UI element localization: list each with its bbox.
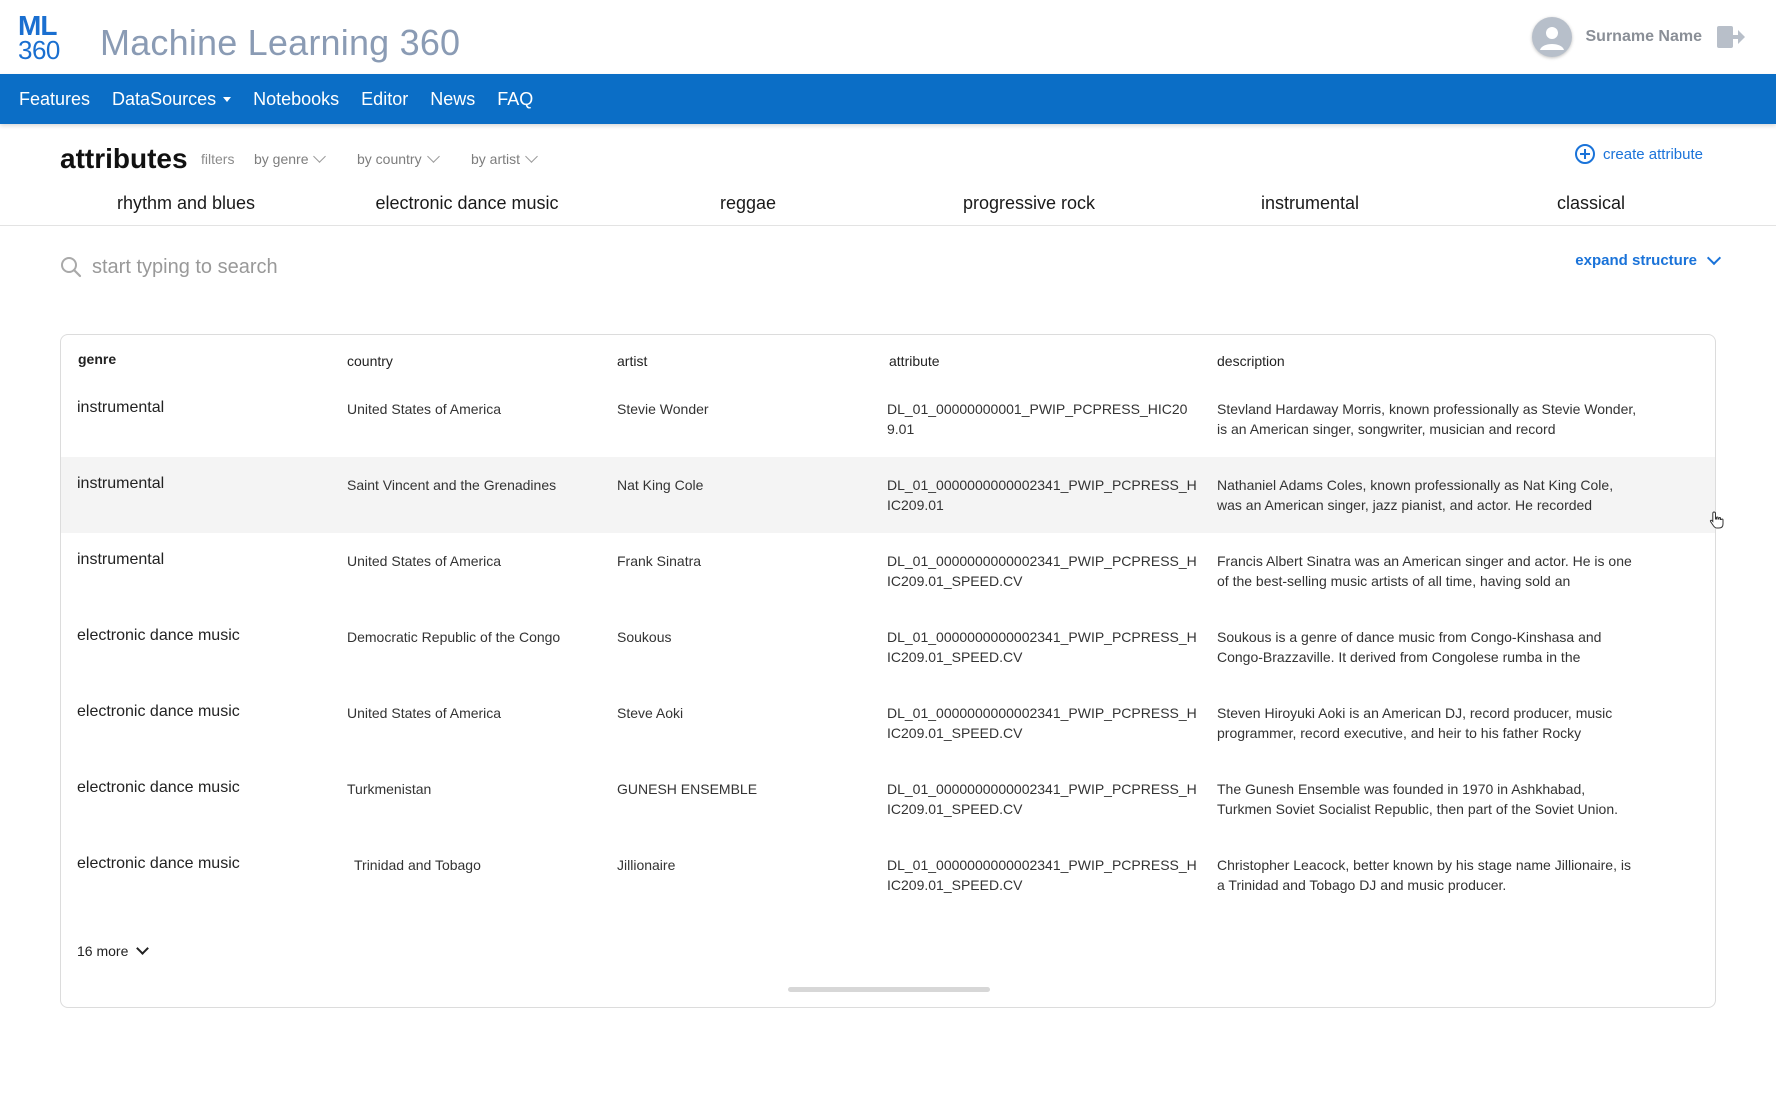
genre-tab-instrumental[interactable]: instrumental — [1184, 190, 1436, 226]
table-row[interactable] — [61, 533, 1715, 609]
cell-attribute: DL_01_00000000001_PWIP_PCPRESS_HIC209.01 — [887, 401, 1188, 437]
cell-country: Saint Vincent and the Grenadines — [347, 477, 557, 493]
user-area — [1532, 16, 1747, 58]
genre-tabs — [60, 190, 1716, 226]
cell-attribute: DL_01_0000000000002341_PWIP_PCPRESS_HIC209.01_SPEED.CV — [887, 705, 1197, 741]
column-header-attribute[interactable]: attribute — [889, 353, 940, 369]
nav-faq[interactable]: FAQ — [497, 88, 534, 109]
cell-description: The Gunesh Ensemble was founded in 1970 in Ashkhabad, Turkmen Soviet Socialist Republic, then part of the Soviet Union. — [1217, 781, 1619, 817]
table-row[interactable] — [61, 761, 1715, 837]
filter-by-artist[interactable] — [471, 151, 536, 167]
cell-attribute: DL_01_0000000000002341_PWIP_PCPRESS_HIC209.01 — [887, 477, 1197, 513]
expand-structure-label: expand structure — [1575, 252, 1697, 269]
main-navbar — [0, 74, 1776, 124]
genre-tab-classical[interactable]: classical — [1465, 190, 1717, 226]
cell-genre: electronic dance music — [77, 627, 240, 644]
cell-attribute: DL_01_0000000000002341_PWIP_PCPRESS_HIC209.01_SPEED.CV — [887, 857, 1197, 893]
genre-tab-progressive-rock[interactable]: progressive rock — [903, 190, 1155, 226]
column-header-artist[interactable]: artist — [617, 353, 648, 369]
chevron-down-icon — [525, 150, 538, 163]
cell-description: Francis Albert Sinatra was an American singer and actor. He is one of the best-selling music artists of all time, having sold an — [1217, 553, 1632, 589]
hand-cursor-icon — [1709, 511, 1725, 534]
cell-attribute: DL_01_0000000000002341_PWIP_PCPRESS_HIC209.01_SPEED.CV — [887, 781, 1197, 817]
cell-artist: Frank Sinatra — [617, 553, 702, 569]
cell-genre: instrumental — [77, 475, 165, 492]
cell-description: Soukous is a genre of dance music from Congo-Kinshasa and Congo-Brazzaville. It derived from Congolese rumba in the — [1217, 629, 1602, 665]
user-name[interactable]: Surname Name — [1585, 28, 1702, 45]
filter-by-genre[interactable] — [254, 151, 324, 167]
cell-description: Christopher Leacock, better known by his stage name Jillionaire, is a Trinidad and Tobago DJ and music producer. — [1217, 857, 1631, 893]
app-title: Machine Learning 360 — [100, 22, 461, 63]
cell-artist: GUNESH ENSEMBLE — [617, 781, 758, 797]
cell-country: United States of America — [347, 553, 502, 569]
cell-attribute: DL_01_0000000000002341_PWIP_PCPRESS_HIC209.01_SPEED.CV — [887, 553, 1197, 589]
horizontal-scrollbar[interactable] — [788, 987, 990, 992]
cell-genre: electronic dance music — [77, 779, 240, 796]
show-more-label: 16 more — [77, 943, 129, 959]
nav-datasources[interactable] — [112, 89, 231, 110]
filter-by-genre-label: by genre — [254, 151, 309, 167]
cell-description: Steven Hiroyuki Aoki is an American DJ, record producer, music programmer, record executive, and heir to his father Rocky — [1217, 705, 1613, 741]
chevron-down-icon — [1707, 250, 1721, 264]
divider — [0, 225, 1776, 226]
search-bar — [60, 252, 960, 282]
cell-country: Turkmenistan — [347, 781, 432, 797]
create-attribute-button[interactable] — [1575, 144, 1703, 164]
genre-tab-rhythm-and-blues[interactable]: rhythm and blues — [60, 190, 312, 226]
create-attribute-label: create attribute — [1602, 145, 1703, 163]
cell-attribute: DL_01_0000000000002341_PWIP_PCPRESS_HIC209.01_SPEED.CV — [887, 629, 1197, 665]
chevron-down-icon — [136, 942, 149, 955]
table-row[interactable] — [61, 457, 1715, 533]
logo-line-1: ML — [18, 10, 57, 41]
nav-datasources-label: DataSources — [112, 88, 217, 109]
nav-editor[interactable]: Editor — [361, 88, 409, 109]
logout-icon[interactable] — [1716, 24, 1746, 50]
search-icon — [60, 256, 82, 278]
table-row[interactable] — [61, 609, 1715, 685]
cell-artist: Jillionaire — [617, 857, 676, 873]
cell-description: Nathaniel Adams Coles, known professionally as Nat King Cole, was an American singer, jazz pianist, and actor. He recorded — [1217, 477, 1614, 513]
cell-artist: Stevie Wonder — [617, 401, 709, 417]
cell-genre: electronic dance music — [77, 703, 240, 720]
cell-genre: electronic dance music — [77, 855, 240, 872]
table-row[interactable] — [61, 837, 1715, 913]
column-header-country[interactable]: country — [347, 353, 393, 369]
caret-down-icon — [223, 97, 231, 102]
search-input[interactable] — [92, 256, 792, 279]
app-header — [0, 0, 1776, 74]
table-row[interactable] — [61, 685, 1715, 761]
expand-structure-button[interactable] — [1575, 252, 1719, 269]
filter-by-country-label: by country — [357, 151, 422, 167]
genre-tab-reggae[interactable]: reggae — [622, 190, 874, 226]
cell-country: United States of America — [347, 401, 502, 417]
nav-news[interactable]: News — [430, 88, 476, 109]
show-more-button[interactable] — [77, 943, 147, 959]
cell-artist: Soukous — [617, 629, 672, 645]
filter-by-country[interactable] — [357, 151, 438, 167]
cell-country: Trinidad and Tobago — [354, 857, 481, 873]
column-header-description[interactable]: description — [1217, 353, 1285, 369]
logo-line-2: 360 — [18, 35, 60, 65]
plus-circle-icon — [1575, 144, 1595, 164]
cell-country: United States of America — [347, 705, 502, 721]
chevron-down-icon — [314, 150, 327, 163]
page-title: attributes — [60, 143, 188, 174]
filters-label: filters — [201, 151, 235, 167]
attributes-table — [60, 334, 1716, 1008]
cell-description: Stevland Hardaway Morris, known professionally as Stevie Wonder, is an American singer, songwriter, musician and record — [1217, 401, 1637, 437]
table-row[interactable] — [61, 381, 1715, 457]
nav-features[interactable]: Features — [19, 88, 91, 109]
filter-by-artist-label: by artist — [471, 151, 521, 167]
chevron-down-icon — [427, 150, 440, 163]
nav-notebooks[interactable]: Notebooks — [253, 88, 340, 109]
cell-artist: Steve Aoki — [617, 705, 684, 721]
ml360-logo[interactable] — [18, 10, 70, 66]
genre-tab-electronic-dance-music[interactable]: electronic dance music — [341, 190, 593, 226]
cell-genre: instrumental — [77, 399, 165, 416]
column-header-genre[interactable]: genre — [78, 351, 117, 367]
cell-country: Democratic Republic of the Congo — [347, 629, 561, 645]
cell-genre: instrumental — [77, 551, 165, 568]
user-avatar-icon[interactable] — [1532, 17, 1572, 57]
cell-artist: Nat King Cole — [617, 477, 704, 493]
